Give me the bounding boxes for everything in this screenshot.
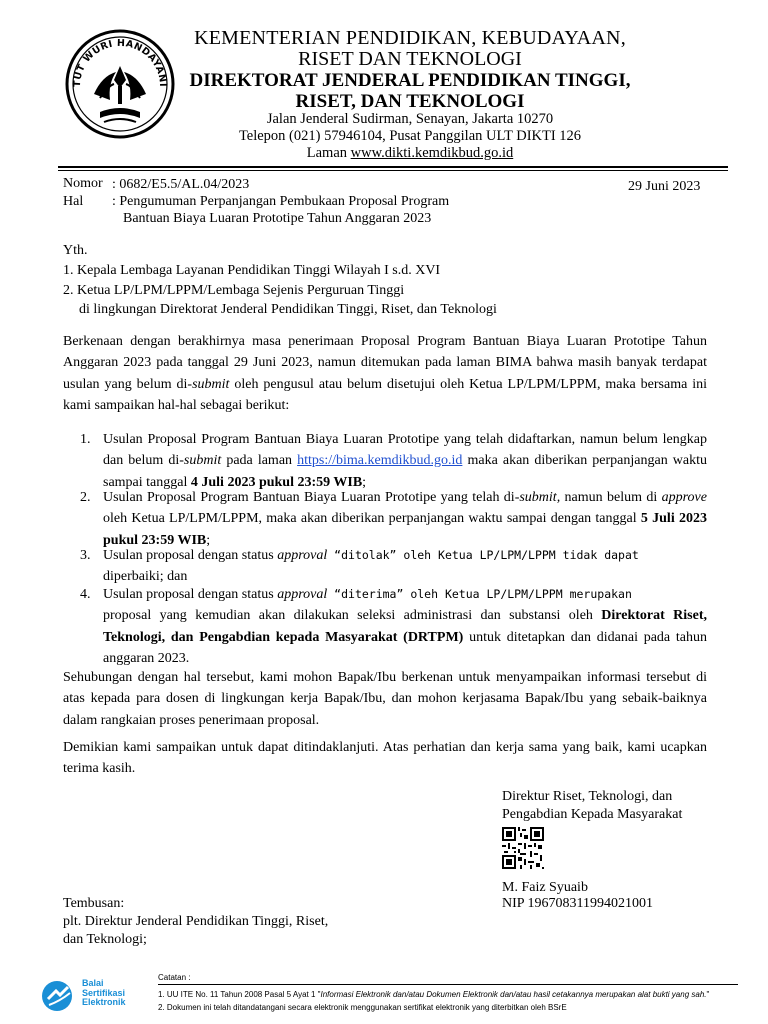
website-label: Laman (306, 145, 351, 161)
list-item-2: Usulan Proposal Program Bantuan Biaya Luaran Prototipe yang telah di-submit, namun belum di approve oleh Ketua LP/LPM/LPPM, maka akan diberikan perpanjangan waktu sampai dengan tanggal 5 Juli 2023 pukul 23:59 WIB; (103, 490, 707, 548)
list-item-3: Usulan proposal dengan status approval “ditolak” oleh Ketua LP/LPM/LPPM tidak dapat diperbaiki; dan (103, 548, 639, 585)
website-link[interactable]: www.dikti.kemdikbud.go.id (350, 145, 514, 161)
signatory-name: M. Faiz Syuaib (502, 880, 588, 895)
recipient-2: 2. Ketua LP/LPM/LPPM/Lembaga Sejenis Perguruan Tinggi (63, 283, 405, 298)
svg-text:TUT WURI HANDAYANI: TUT WURI HANDAYANI (71, 37, 169, 88)
signatory-nip: NIP 196708311994021001 (502, 896, 654, 911)
list-item-1: Usulan Proposal Program Bantuan Biaya Luaran Prototipe yang telah didaftarkan, namun belum lengkap dan belum di-submit pada laman https://bima.kemdikbud.go.id maka akan diberikan perpanjangan waktu sampai tanggal 4 Juli 2023 pukul 23:59 WIB; (103, 432, 707, 490)
recipient-greeting: Yth. (63, 243, 88, 258)
signatory-title-line2: Pengabdian Kepada Masyarakat (502, 807, 683, 822)
letter-date: 29 Juni 2023 (628, 179, 701, 194)
directorate-name-line2: RISET, DAN TEKNOLOGI (295, 91, 525, 112)
request-paragraph: Sehubungan dengan hal tersebut, kami mohon Bapak/Ibu berkenan untuk menyampaikan informasi tersebut di atas kepada para dosen di lingkungan kerja Bapak/Ibu, dan mohon kerjasama Bapak/Ibu yang sebaik-baiknya dalam rangkaian proses penerimaan proposal. (63, 670, 707, 728)
bsre-text-1: Balai (82, 978, 104, 988)
footer-note-heading: Catatan : (158, 973, 191, 982)
ministry-name-line1: KEMENTERIAN PENDIDIKAN, KEBUDAYAAN, (194, 27, 626, 49)
ministry-name-line2: RISET DAN TEKNOLOGI (298, 48, 522, 70)
recipient-2-scope: di lingkungan Direktorat Jenderal Pendidikan Tinggi, Riset, dan Teknologi (79, 302, 497, 317)
bima-link[interactable]: https://bima.kemdikbud.go.id (297, 453, 463, 469)
footer-note-2: 2. Dokumen ini telah ditandatangani secara elektronik menggunakan sertifikat elektronik yang diterbitkan oleh BSrE (158, 1003, 567, 1012)
nomor-value: : 0682/E5.5/AL.04/2023 (112, 177, 250, 192)
hal-line1: : Pengumuman Perpanjangan Pembukaan Proposal Program (112, 194, 450, 209)
nomor-label: Nomor (63, 176, 103, 191)
item-number: 2. (80, 490, 91, 505)
cc-line1: plt. Direktur Jenderal Pendidikan Tinggi, Riset, (63, 914, 329, 929)
bsre-text-2: Sertifikasi (82, 987, 126, 998)
footer-rule (158, 984, 738, 985)
phone: Telepon (021) 57946104, Pusat Panggilan ULT DIKTI 126 (238, 128, 582, 144)
header-rule-thick (58, 166, 728, 168)
list-item-4: Usulan proposal dengan status approval “diterima” oleh Ketua LP/LPM/LPPM merupakan proposal yang kemudian akan dilakukan seleksi administrasi dan substansi oleh Direktorat Riset, Teknologi, dan Pengabdian kepada Masyarakat (DRTPM) untuk ditetapkan dan didanai pada tahun anggaran 2023. (103, 587, 708, 666)
cc-label: Tembusan: (63, 896, 125, 911)
website-line (180, 145, 640, 162)
hal-label: Hal (63, 194, 84, 209)
intro-paragraph: Berkenaan dengan berakhirnya masa penerimaan Proposal Program Bantuan Biaya Luaran Prototipe Tahun Anggaran 2023 pada tanggal 29 Juni 2023, namun ditemukan pada laman BIMA bahwa masih banyak terdapat usulan yang belum di-submit oleh pengusul atau belum disetujui oleh Ketua LP/LPM/LPPM, maka bersama ini kami sampaikan hal-hal sebagai berikut: (63, 334, 707, 413)
closing-paragraph: Demikian kami sampaikan untuk dapat ditindaklanjuti. Atas perhatian dan kerja sama yang baik, kami ucapkan terima kasih. (63, 740, 707, 777)
bsre-logo-icon (40, 979, 78, 1013)
hal-line2: Bantuan Biaya Luaran Prototipe Tahun Anggaran 2023 (123, 211, 432, 226)
cc-line2: dan Teknologi; (63, 932, 147, 947)
address: Jalan Jenderal Sudirman, Senayan, Jakarta 10270 (266, 111, 554, 127)
item-number: 3. (80, 548, 91, 563)
bsre-text-3: Elektronik (82, 997, 126, 1007)
directorate-name-line1: DIREKTORAT JENDERAL PENDIDIKAN TINGGI, (189, 70, 631, 91)
bsre-logo (40, 978, 150, 1014)
header-rule-thin (58, 170, 728, 171)
item-number: 4. (80, 587, 91, 602)
item-number: 1. (80, 432, 91, 447)
qr-code-icon (502, 827, 544, 869)
footer-note-1: 1. UU ITE No. 11 Tahun 2008 Pasal 5 Ayat 1 "Informasi Elektronik dan/atau Dokumen Elektronik dan/atau hasil cetakannya merupakan alat bukti yang sah." (158, 990, 710, 999)
recipient-1: 1. Kepala Lembaga Layanan Pendidikan Tinggi Wilayah I s.d. XVI (63, 263, 441, 278)
ministry-logo (64, 28, 176, 140)
signatory-title-line1: Direktur Riset, Teknologi, dan (502, 789, 673, 804)
